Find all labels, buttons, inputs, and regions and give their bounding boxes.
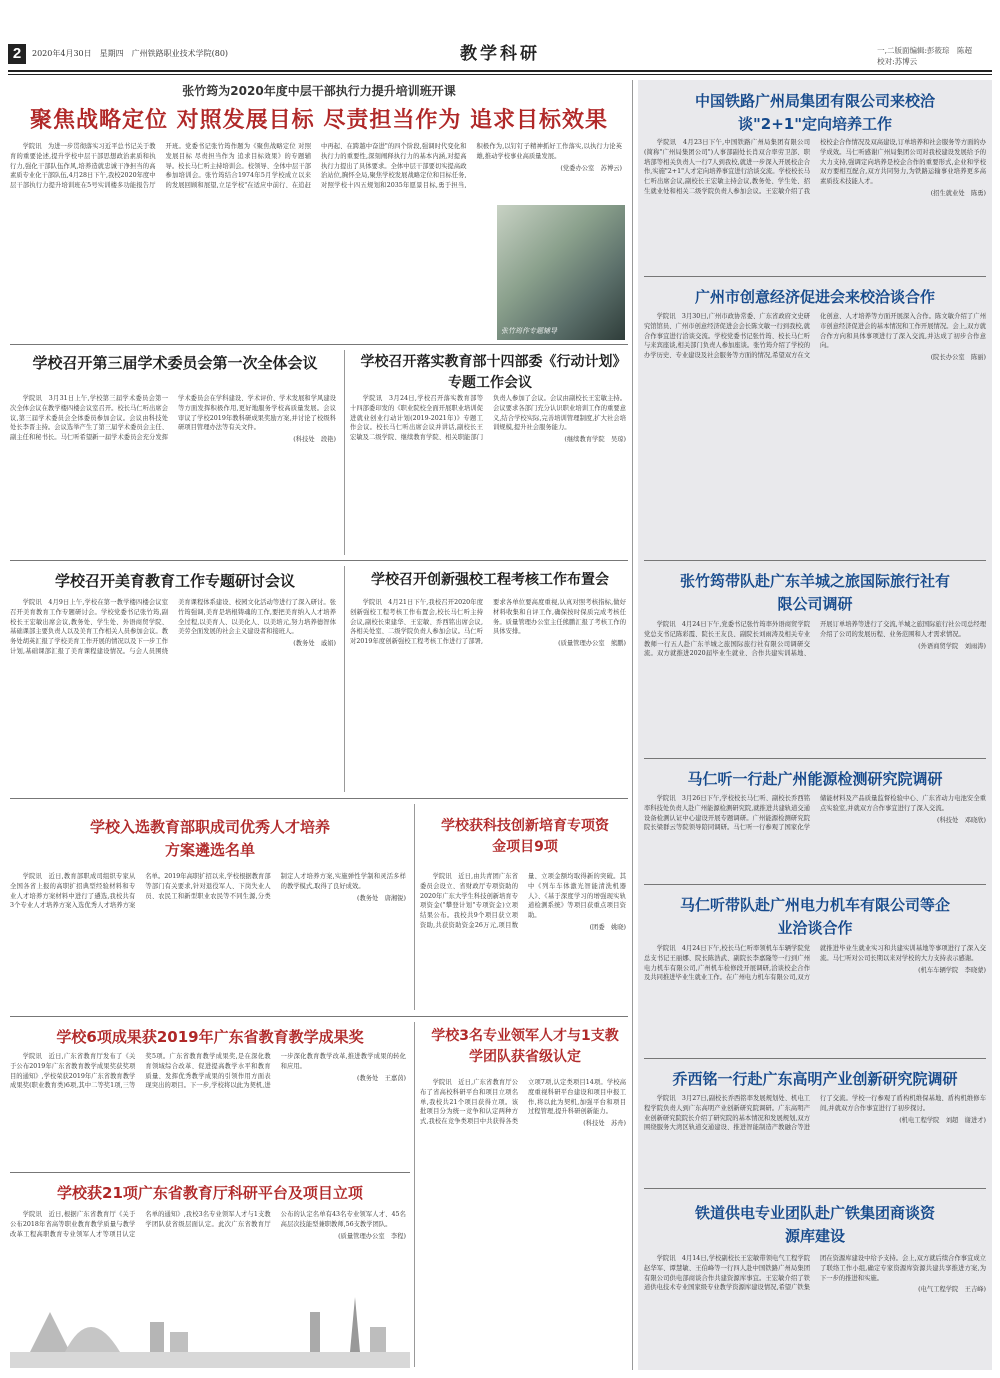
article-byline: (质量管理办公室 熊鹏) [558, 640, 626, 647]
article-body [644, 312, 986, 554]
article-byline: (质量管理办公室 李程) [338, 1232, 406, 1240]
article-energy-institute [644, 762, 986, 880]
article-railway-group [644, 84, 986, 272]
article-title: 马仁听带队赴广州电力机车有限公司等企业洽谈合作 [679, 896, 950, 937]
article-body [10, 598, 336, 794]
article-byline: (招生就业处 陈勇) [930, 189, 986, 197]
article-title: 学校入选教育部职成司优秀人才培养方案遴选名单 [89, 818, 330, 859]
article-body [350, 598, 626, 794]
article-title: 学校获科技创新培育专项资金项目9项 [441, 818, 609, 855]
divider [414, 804, 415, 1010]
article-byline: (院长办公室 陈丽) [930, 354, 986, 361]
article-body [10, 394, 336, 556]
divider [644, 276, 986, 277]
editors: 一,二版面编辑:彭筱琮 陈超 [877, 46, 972, 55]
article-title: 中国铁路广州局集团有限公司来校洽谈"2+1"定向培养工作 [694, 92, 935, 133]
article-byline: (团委 姚晓) [589, 923, 626, 931]
article-byline: (科技处 段艳) [293, 436, 336, 443]
divider [644, 884, 986, 885]
lead-text: 学院讯 为进一步贯彻落实习近平总书记关于教育的重要论述,提升学校中层干部思想政治素质和执行力,强化干部队伍作风,培养造就忠诚干净担当的高素质专业化干部队伍,4月28日下午,我校2020年度中层干部执行力提升培训班在5号实训楼多功能报告厅开班。党委书记张竹筠作题为《聚焦战略定位 对照发展目标 尽责担当作为 追求目标效果》的专题辅导。校长马仁听主持培训会。校领导、全体中层干部参加培训会。张竹筠结合1974年5月学校成立以来的发展回顾和展望,立足学校"在适应中前行、在追赶中再起、在跨越中奋进"的四个阶段,强调时代变化和执行力的重要性,深刻阐释执行力的基本内涵,对提高执行力提出了具体要求。全体中层干部要切实提高政治站位,胸怀全局,聚焦学校发展战略定位和目标任务,对照学校十四五规划和2035年愿景目标,勇于担当,积极作为,以钉钉子精神抓好工作落实,以执行力论英雄,推动学校事业高质量发展。 [10, 143, 622, 189]
divider [10, 1016, 628, 1017]
article-body [644, 944, 986, 1052]
divider [644, 1188, 986, 1189]
article-body [644, 138, 986, 270]
article-text: 学院讯 近日,根据广东省教育厅《关于公布2018年省高等职业教育教学质量与教学改革工程高职教育专业领军人才等项目认定名单的通知》,我校3名专业领军人才与1支教学团队获省级层面认定。此次广东省教育厅公布的认定名单有43名专业领军人才、45名高层次技能型兼职教师,56支教学团队。 [10, 1211, 406, 1238]
article-title: 马仁听一行赴广州能源检测研究院调研 [687, 770, 943, 788]
article-title: 乔西铭一行赴广东高明产业创新研究院调研 [672, 1070, 958, 1088]
article-byline: (教务处 唐湘锐) [356, 894, 406, 902]
article-creative-economy [644, 280, 986, 556]
article-text: 学院讯 近日,由共青团广东省委员会设立、省财政厅专项资助的2020年广东大学生科技创新培育专项资金("攀登计划"专项资金)立项结果公布。我校共9个项目获立项资助,共获资助资金26万元,项目数量、立项金额均取得新的突破。其中《列车车体激光智能清洗机器人》、《基于深度学习的增强现实轨道检测系统》等项目获重点项目资助。 [420, 873, 626, 929]
article-byline: (外语商贸学院 刘雨涛) [918, 642, 986, 650]
article-byline: (机电工程学院 刘超 谢进才) [899, 1116, 986, 1124]
article-title: 学校获21项广东省教育厅科研平台及项目立项 [57, 1184, 363, 1202]
article-travel-agency [644, 564, 986, 754]
article-innovation-assessment [350, 564, 630, 796]
divider [644, 1058, 986, 1059]
article-action-plan [350, 348, 630, 558]
article-text: 学院讯 4月23日下午,中国铁路广州局集团有限公司(简称"广州局集团公司")人事部副处长肖双合率劳卫部、职培部等相关负责人一行7人到我校,就进一步深入开展校企合作,实施"2+1"人才定向培养事宜进行洽谈交流。学校校长马仁听出席会议,副校长王宏敏主持会议,教务处、学生处、招生就业处和相关二级学院负责人参加会议。王宏敏介绍了我校校企合作情况及双高建设,订单培养和社会服务等方面的办学成效。马仁听感谢广州局集团公司对我校建设发展给予的大力支持,强调定向培养是校企合作的重要形式,企业和学校双方要相互配合,双方共同努力,为铁路运输事业培养更多高素质技术技能人才。 [644, 139, 986, 195]
article-title: 学校召开第三届学术委员会第一次全体会议 [32, 354, 318, 372]
lead-photo [497, 205, 625, 340]
masthead [0, 0, 1000, 78]
article-text: 学院讯 3月26日下午,学校校长马仁听、副校长乔西铭率科技处负责人赴广州能源检测研究院,就推进共建轨道交通设备检测认证中心建设开展专题调研。广州能源检测研究院院长梁群云等院领导陪同调研。马仁听一行参观了国家化学储能材料及产品质量监督检验中心、广东省动力电池安全重点实验室,并就双方合作事宜进行了深入交流。 [644, 795, 986, 832]
article-body [644, 1254, 986, 1364]
masthead-rule [8, 70, 992, 75]
article-teaching-awards [10, 1020, 410, 1170]
article-text: 学院讯 4月14日,学校副校长王宏敏带领电气工程学院赵华军、谭慧敏、王伯峰等一行四人赴中国铁路广州局集团有限公司供电部商谈合作共建资源库事宜。王宏敏介绍了铁道供电技术专业国家级专业教学资源库建设情况,希望广铁集团在资源库建设中给予支持。会上,双方就后续合作事宜成立了联络工作小组,确定专家资源库资源共建共享推进方案,为下一步的推进和实施。 [644, 1255, 986, 1292]
divider [10, 1172, 410, 1173]
article-text: 学院讯 近日,广东省教育厅公布了省高校科研平台和项目立项名单,我校共21个项目获得立项。该批项目分为统一竞争和认定两种方式,我校在竞争类项目中共获得各类立项7项,认定类项目14项。学校高度重视科研平台建设和项目申报工作,将以此为契机,加强平台和项目过程管理,提升科研创新能力。 [420, 1079, 626, 1125]
guangzhou-skyline-illustration [10, 1292, 410, 1368]
article-title: 学校3名专业领军人才与1支教学团队获省级认定 [431, 1028, 619, 1065]
divider [344, 350, 345, 555]
article-academic-committee [10, 348, 340, 558]
divider [344, 566, 345, 792]
article-text: 学院讯 3月24日,学校召开落实教育部等十四部委印发的《职业院校全面开展职业培训促进就业创业行动计划(2019-2021年)》专题工作会议。校长马仁听出席会议并讲话,副校长王宏敏及二级学院、继续教育学院、相关职能部门负责人参加了会议。会议由副校长王宏敏主持。会议要求各部门充分认识职业培训工作的重要意义,结合学校实际,完善培训管理制度,扩大社会培训规模,提升社会服务能力。 [350, 395, 626, 441]
article-body [350, 394, 626, 556]
divider [644, 758, 986, 759]
article-body [644, 1094, 986, 1182]
divider [10, 798, 628, 799]
article-text: 学院讯 3月30日,广州市政协常委、广东省政府文史研究馆馆员、广州市创意经济促进会会长陈文敏一行到我校,就合作事宜进行洽谈交流。学校党委书记张竹筠、校长马仁听与来宾座谈,相关部门负责人参加座谈。张竹筠介绍了学校的办学历史、专业建设及社会服务等方面的情况,希望双方在文化创意、人才培养等方面开展深入合作。陈文敏介绍了广州市创意经济促进会的基本情况和工作开展情况。会上,双方就合作方向和具体事项进行了深入交流,并达成了初步合作意向。 [644, 313, 986, 359]
article-title: 学校召开创新强校工程考核工作布置会 [371, 572, 609, 588]
article-text: 学院讯 3月31日上午,学校第三届学术委员会第一次全体会议在教学楼四楼会议室召开。校长马仁听出席会议,第三届学术委员会全体委员参加会议。会议由科技处处长李晋主持。会议选举产生了第三届学术委员会主任、副主任和秘书长。马仁听希望新一届学术委员会充分发挥学术委员会在学科建设、学术评价、学术发展和学风建设等方面发挥积极作用,更好地服务学校高质量发展。会议审议了学校2019年教科研成果奖励方案,并讨论了校级科研项目管理办法等有关文件。 [10, 395, 336, 441]
page-number: 2 [8, 44, 26, 64]
lead-article [10, 80, 628, 342]
article-byline: (机车车辆学院 李晓蒙) [918, 966, 986, 974]
article-body [10, 872, 406, 1012]
article-power-supply-team [644, 1192, 986, 1366]
article-title: 学校召开美育教育工作专题研讨会议 [54, 572, 295, 590]
photo-caption: 张竹筠作专题辅导 [501, 326, 557, 335]
article-talent-program [10, 802, 410, 1014]
article-gaoming-institute [644, 1062, 986, 1184]
lead-title: 聚焦战略定位 对照发展目标 尽责担当作为 追求目标效果 [30, 108, 608, 133]
article-body [644, 794, 986, 878]
proofreader: 校对:苏博云 [877, 56, 918, 66]
article-aesthetic-education [10, 564, 340, 796]
article-body [420, 872, 626, 1012]
section-title: 教学科研 [460, 44, 540, 64]
article-byline: (科技处 邓晓欣) [937, 816, 986, 824]
article-text: 学院讯 近日,教育部职成司组织专家从全国各省上报的高职扩招典型经验材料和专业人才培养方案材料中进行了遴选,我校共有3个专业人才培养方案入选优秀人才培养方案名单。2019年高职扩招以来,学校根据教育部等部门有关要求,针对退役军人、下岗失业人员、农民工和新型职业农民等不同生源,分类制定人才培养方案,实施弹性学制和灵活多样的教学模式,取得了良好成效。 [10, 873, 406, 910]
article-text: 学院讯 4月21日下午,我校召开2020年度创新强校工程考核工作布置会,校长马仁听主持会议,副校长束建华、王宏敏、乔西铭出席会议,各相关处室、二级学院负责人参加会议。马仁听对2019年度创新强校工程考核工作进行了部署,要求各单位要高度重视,认真对照考核指标,做好材料收集和自评工作,确保按时保质完成考核任务。质量管理办公室主任熊鹏汇报了考核工作的具体安排。 [350, 599, 626, 645]
right-column [638, 80, 992, 1370]
article-text: 学院讯 3月27日,副校长乔西铭率发展规划处、机电工程学院负责人到广东高明产业创新研究院调研。广东高明产业创新研究院院长介绍了研究院的基本情况和发展规划,双方围绕服务大湾区轨道交通建设、推进智能制造产教融合等进行了交流。学校一行参观了盾构机维保基地、盾构机维修车间,并就双方合作事宜进行了初步探讨。 [644, 1095, 986, 1132]
lead-byline: (党委办公室 苏博云) [560, 164, 622, 172]
editor-credits [877, 46, 972, 67]
divider [10, 344, 628, 345]
article-body [10, 1210, 406, 1290]
lead-kicker: 张竹筠为2020年度中层干部执行力提升培训班开课 [182, 84, 456, 98]
divider [10, 560, 628, 561]
article-title: 学校6项成果获2019年广东省教育教学成果奖 [56, 1028, 364, 1046]
article-title: 学校召开落实教育部十四部委《行动计划》专题工作会议 [360, 354, 620, 391]
article-byline: (教务处 戚娟) [293, 640, 336, 647]
article-byline: (教务处 王嘉茵) [356, 1074, 406, 1082]
article-locomotive-company [644, 888, 986, 1054]
article-text: 学院讯 4月9日上午,学校在第一教学楼四楼会议室召开美育教育工作专题研讨会。学校党委书记张竹筠,副校长王宏敏出席会议,教务处、学生处、外语商贸学院、基础课部主要负责人以及美育工作相关人员参加会议。教务处胡英汇报了学校美育工作开展的情况以及下一步工作计划,基础课部汇报了美育课程建设情况。与会人员围绕美育课程体系建设、校园文化活动等进行了深入研讨。张竹筠强调,美育是培根铸魂的工作,要把美育纳入人才培养全过程,以美育人、以美化人、以美培元,努力培养德智体美劳全面发展的社会主义建设者和接班人。 [10, 599, 336, 655]
article-text: 学院讯 4月24日下午,党委书记张竹筠率外语商贸学院党总支书记陈彩霞、院长王友良、副院长刘雨涛及相关专业教师一行五人赴广东羊城之旅国际旅行社有限公司调研交流。双方就推进2020届毕业生就业、合作共建实训基地、开展订单培养等进行了交流,羊城之旅国际旅行社公司总经理介绍了公司的发展历程、业务范围和人才需求情况。 [644, 621, 986, 658]
article-research-projects [10, 1176, 410, 1370]
article-byline: (电气工程学院 王吉峰) [918, 1286, 986, 1294]
article-leading-talents [420, 1020, 630, 1370]
article-title: 广州市创意经济促进会来校洽谈合作 [694, 288, 935, 306]
article-text: 学院讯 4月24日下午,校长马仁听率领机车车辆学院党总支书记王丽娜、院长陈浩武、副院长李嘉隆等一行到广州电力机车有限公司,广州机车检修段开展调研,洽谈校企合作及共同推进毕业生就业工作。在广州电力机车有限公司,双方就推进毕业生就业实习和共建实训基地等事项进行了深入交流。马仁听对公司长期以来对学校的大力支持表示感谢。 [644, 945, 986, 982]
article-body [644, 620, 986, 752]
divider [644, 560, 986, 561]
column-divider [632, 80, 633, 1370]
article-body [420, 1078, 626, 1368]
article-byline: (继续教育学院 吴琼) [564, 436, 626, 443]
article-byline: (科技处 苏舟) [583, 1120, 626, 1127]
article-title: 张竹筠带队赴广东羊城之旅国际旅行社有限公司调研 [679, 572, 950, 613]
date-line: 2020年4月30日 星期四 广州铁路职业技术学院(80) [32, 49, 229, 58]
divider [414, 1022, 415, 1367]
article-body [10, 1052, 406, 1168]
article-tech-fund [420, 802, 630, 1014]
article-title: 铁道供电专业团队赴广铁集团商谈资源库建设 [695, 1204, 936, 1245]
article-text: 学院讯 近日,广东省教育厅发布了《关于公布2019年广东省教育教学成果奖获奖项目的通知》,学校荣获2019年广东省教育教学成果奖(职业教育类)6项,其中二等奖1项,三等奖5项。广东省教育教学成果奖,是在深化教育领域综合改革、促进提高教学水平和教育质量、发挥优秀教学成果的引领作用方面表现突出的项目。下一步,学校将以此为契机,进一步深化教育教学改革,推进教学成果的转化和应用。 [10, 1053, 406, 1090]
